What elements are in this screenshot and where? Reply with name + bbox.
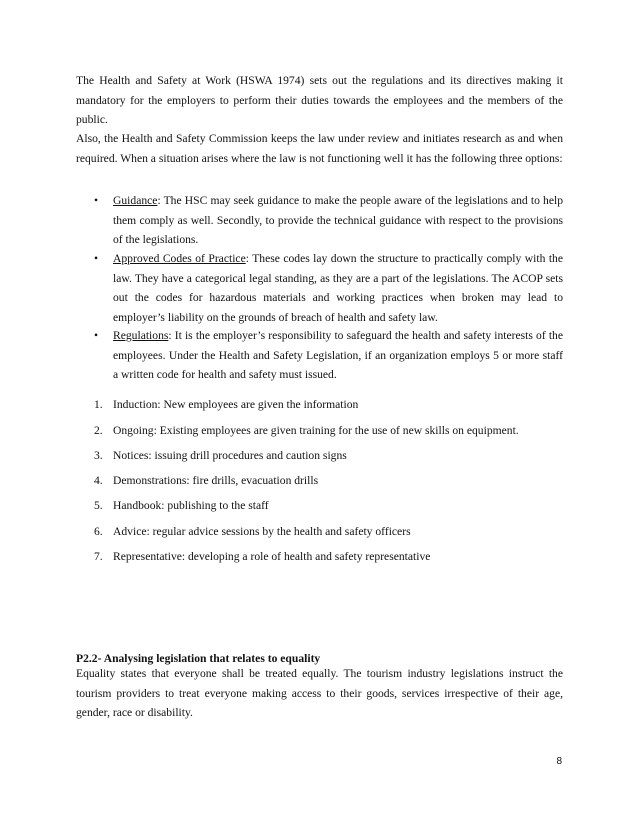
bullet-text: : The HSC may seek guidance to make the people aware of the legislations and to help them comply as well. Secondly, to provide the technical guidance with respect to the provisions of the legislations. xyxy=(113,194,563,246)
bullet-text: : It is the employer’s responsibility to safeguard the health and safety interests of the employees. Under the Health and Safety Legislation, if an organization employs 5 or more staff a written code for health and safety must issued. xyxy=(113,329,563,381)
bullet-icon: • xyxy=(94,194,99,207)
bullet-term: Guidance xyxy=(113,194,158,207)
bullet-text: : These codes lay down the structure to practically comply with the law. They have a categorical legal standing, as they are a part of the legislations. The ACOP sets out the codes for hazardous materials and working practices when broken may lead to employer’s liability on the grounds of breach of health and safety law. xyxy=(113,252,563,324)
list-item: 1. Induction: New employees are given the information xyxy=(94,398,359,411)
bullet-icon: • xyxy=(94,329,99,342)
paragraph-equality: Equality states that everyone shall be treated equally. The tourism industry legislations instruct the tourism providers to treat everyone making access to their goods, services irrespective of their age, gender, race or disability. xyxy=(76,667,563,719)
bullet-icon: • xyxy=(94,252,99,265)
section-heading: P2.2- Analysing legislation that relates to equality xyxy=(76,652,321,665)
bullet-item-regulations xyxy=(94,326,563,385)
list-item: 2. Ongoing: Existing employees are given training for the use of new skills on equipment. xyxy=(94,424,519,437)
bullet-item-acop xyxy=(94,249,563,327)
bullet-term: Regulations xyxy=(113,329,169,342)
list-item: 5. Handbook: publishing to the staff xyxy=(94,499,269,512)
bullet-item-guidance xyxy=(94,191,563,250)
page-number: 8 xyxy=(556,756,562,767)
list-item: 3. Notices: issuing drill procedures and caution signs xyxy=(94,449,347,462)
list-item: 7. Representative: developing a role of health and safety representative xyxy=(94,550,431,563)
paragraph-hswa: The Health and Safety at Work (HSWA 1974) sets out the regulations and its directives making it mandatory for the employers to perform their duties towards the employees and the members of the public. xyxy=(76,74,563,126)
list-item: 4. Demonstrations: fire drills, evacuation drills xyxy=(94,474,319,487)
list-item: 6. Advice: regular advice sessions by the health and safety officers xyxy=(94,525,411,538)
paragraph-hsc-options: Also, the Health and Safety Commission keeps the law under review and initiates research as and when required. When a situation arises where the law is not functioning well it has the following three options: xyxy=(76,132,563,165)
bullet-term: Approved Codes of Practice xyxy=(113,252,246,265)
